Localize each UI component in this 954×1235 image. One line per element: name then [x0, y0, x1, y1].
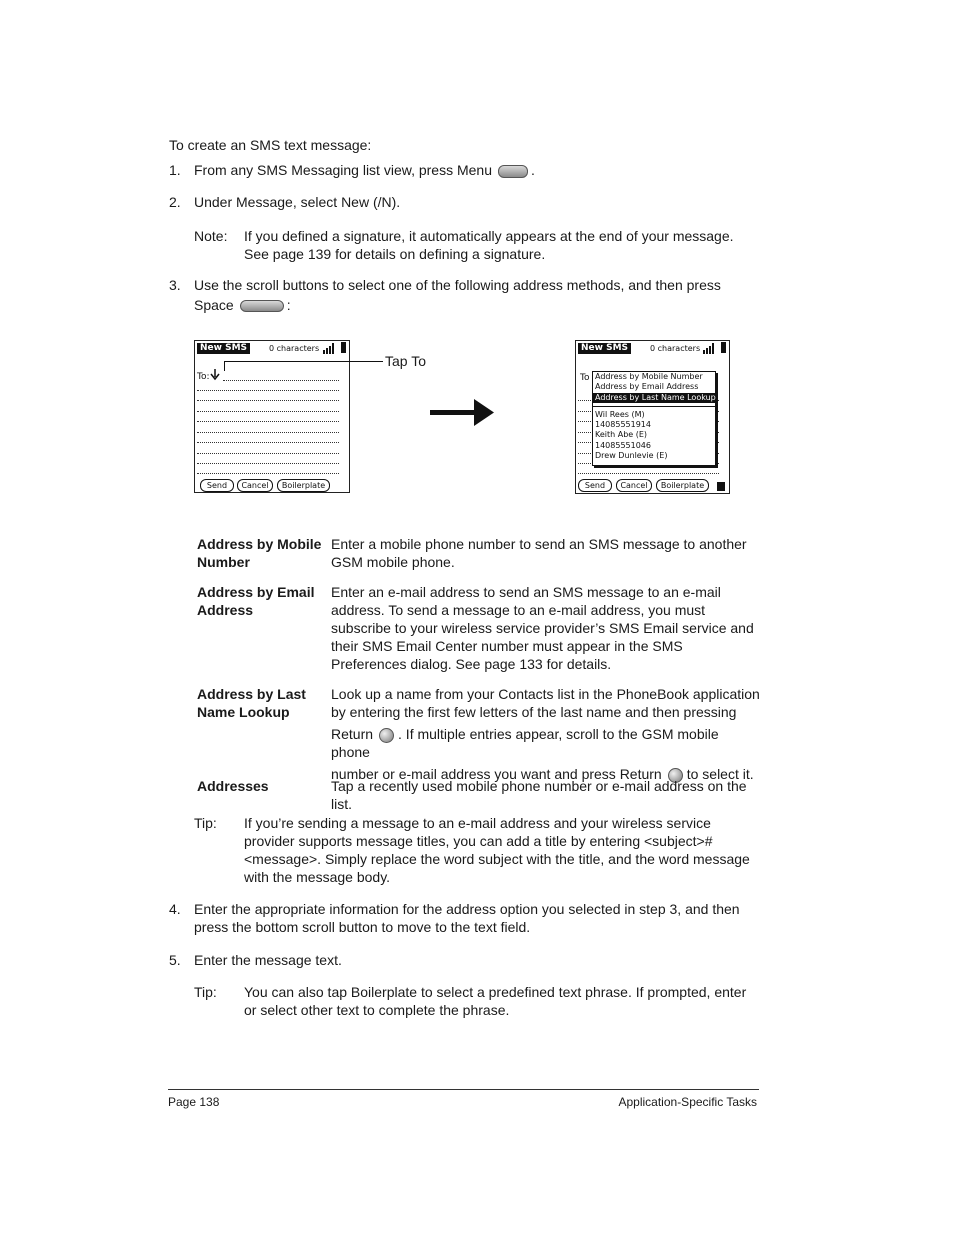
screen-title: New SMS: [578, 343, 631, 354]
def-last-name-lookup: [331, 685, 761, 783]
battery-icon: [341, 342, 346, 353]
def-addresses: Tap a recently used mobile phone number or e-mail address on the list.: [331, 778, 747, 812]
note-label: Note:: [194, 228, 228, 244]
popup-divider: [593, 406, 715, 407]
tip-1-label: Tip:: [194, 815, 217, 831]
step-3-space-word: Space: [194, 297, 234, 313]
step-2-number: 2.: [169, 194, 181, 210]
tip-1-text: If you’re sending a message to an e-mail address and your wireless service provider supports message titles, you can add a title by entering <subject>#<message>. Simply replace the word subject with the title, and the word message with the message body.: [244, 815, 750, 885]
step-5-text: Enter the message text.: [194, 952, 342, 968]
def-email-address: Enter an e-mail address to send an SMS message to an e-mail address. To send a message to an e-mail address, you must subscribe to your wireless service provider’s SMS Email service and their SMS Email Center number must appear in the SMS Preferences dialog. See page 133 for details.: [331, 584, 754, 672]
def-lookup-part-e: to select it.: [686, 766, 754, 782]
step-1-body: From any SMS Messaging list view, press Menu: [194, 162, 492, 178]
footer-rule: [168, 1089, 759, 1090]
step-4-text: Enter the appropriate information for the address option you selected in step 3, and then press the bottom scroll button to move to the text field.: [194, 901, 740, 935]
boilerplate-button[interactable]: Boilerplate: [277, 479, 330, 492]
signal-icon: [323, 343, 334, 354]
term-last-name-lookup: Address by Last Name Lookup: [197, 686, 306, 720]
signal-icon: [703, 343, 714, 354]
def-lookup-part-d: number or e-mail address you want and press Return: [331, 766, 662, 782]
space-key-icon: [240, 300, 284, 312]
menu-item-last-name-lookup[interactable]: Address by Last Name Lookup: [595, 392, 716, 402]
recent-item[interactable]: Wil Rees (M): [595, 409, 645, 419]
recent-item[interactable]: Keith Abe (E): [595, 430, 648, 440]
arrow-down-icon: [210, 369, 220, 381]
recent-item[interactable]: 14085551046: [595, 440, 651, 450]
new-sms-screen: [194, 340, 350, 493]
step-4-number: 4.: [169, 901, 181, 917]
def-lookup-return-word: Return: [331, 726, 374, 742]
screen-title: New SMS: [197, 343, 250, 354]
recent-item[interactable]: Drew Dunlevie (E): [595, 451, 668, 461]
boilerplate-button[interactable]: Boilerplate: [656, 479, 709, 492]
menu-item-mobile-number[interactable]: Address by Mobile Number: [595, 372, 703, 381]
address-popup-list: [592, 371, 716, 466]
step-5-number: 5.: [169, 952, 181, 968]
step-3-line1: Use the scroll buttons to select one of the following address methods, and then press: [194, 277, 721, 293]
term-addresses: Addresses: [197, 778, 269, 794]
to-label[interactable]: To: [580, 373, 590, 383]
step-3-line2: [194, 296, 291, 314]
note-text: If you defined a signature, it automatically appears at the end of your message. See page 139 for details on defining a signature.: [244, 228, 734, 262]
recent-item[interactable]: 14085551914: [595, 420, 651, 430]
return-key-icon: [379, 728, 394, 743]
char-count: 0 characters: [650, 344, 701, 353]
def-mobile-number: Enter a mobile phone number to send an SMS message to another GSM mobile phone.: [331, 536, 747, 570]
tip-2-label: Tip:: [194, 984, 217, 1000]
term-mobile-number: Address by Mobile Number: [197, 536, 322, 570]
send-button[interactable]: Send: [578, 479, 612, 492]
step-1-number: 1.: [169, 162, 181, 178]
graffiti-indicator-icon: [717, 482, 725, 491]
char-count: 0 characters: [269, 344, 320, 353]
callout-line: [225, 361, 383, 362]
footer-section-title: Application-Specific Tasks: [618, 1095, 757, 1109]
tap-to-callout: Tap To: [385, 353, 426, 369]
def-lookup-part-a: Look up a name from your Contacts list in the PhoneBook application by entering the first few letters of the last name and then pressing: [331, 686, 760, 720]
callout-line-vertical: [224, 361, 225, 371]
cancel-button[interactable]: Cancel: [237, 479, 273, 492]
def-lookup-part-c: . If multiple entries appear, scroll to the GSM mobile phone: [331, 726, 719, 760]
menu-key-icon: [498, 165, 528, 178]
battery-icon: [721, 342, 726, 353]
to-label[interactable]: To:: [197, 372, 210, 382]
step-3-number: 3.: [169, 277, 181, 293]
step-3-colon: :: [286, 297, 291, 313]
term-email-address: Address by Email Address: [197, 584, 315, 618]
right-arrow-icon: [430, 399, 496, 427]
procedure-heading: To create an SMS text message:: [169, 137, 372, 153]
new-sms-screen-menu: [575, 340, 730, 494]
footer-page-number: Page 138: [168, 1095, 220, 1109]
menu-item-email-address[interactable]: Address by Email Address: [595, 382, 699, 392]
send-button[interactable]: Send: [200, 479, 234, 492]
tip-2-text: You can also tap Boilerplate to select a predefined text phrase. If prompted, enter or select other text to complete the phrase.: [244, 984, 747, 1018]
step-1-period: .: [531, 162, 535, 178]
cancel-button[interactable]: Cancel: [616, 479, 652, 492]
step-2-text: Under Message, select New (/N).: [194, 194, 401, 210]
step-1-text: [194, 161, 535, 179]
